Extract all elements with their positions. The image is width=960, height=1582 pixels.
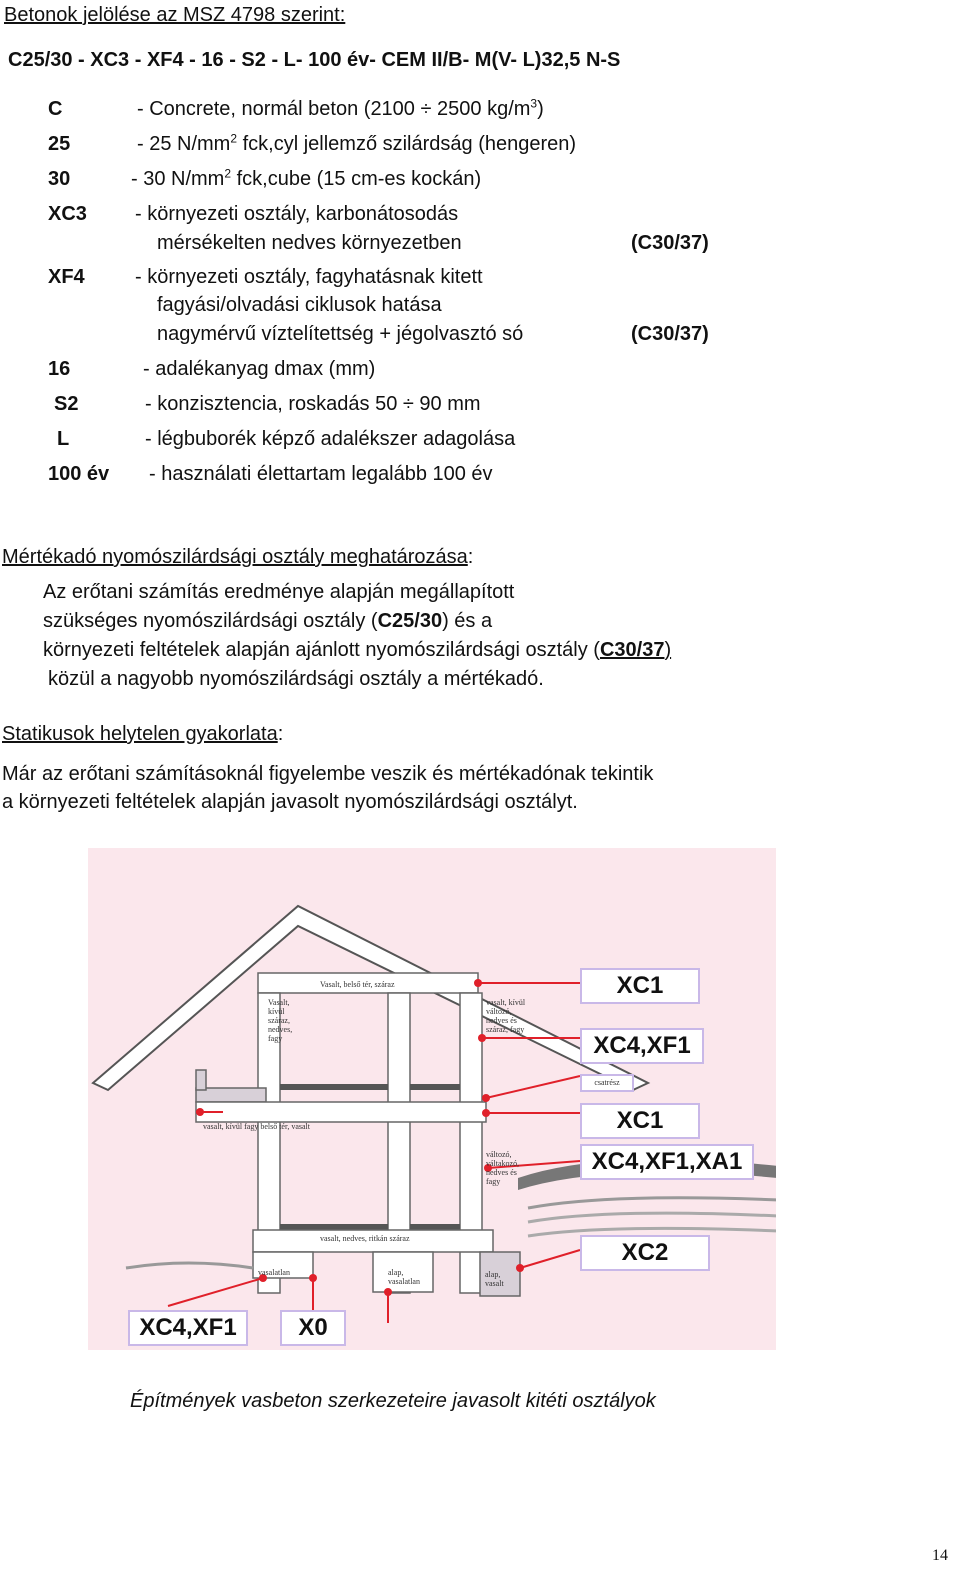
exposure-tag-xc1-slab: XC1 bbox=[580, 1103, 700, 1139]
exposure-tag-xc4-xf1-xa1: XC4,XF1,XA1 bbox=[580, 1144, 754, 1180]
row-class: (C30/37) bbox=[631, 232, 709, 254]
house-cross-section-figure bbox=[88, 848, 776, 1350]
note-foot-mid: alap, vasalatlan bbox=[388, 1268, 420, 1286]
row-code: C bbox=[48, 98, 63, 120]
row-code: L bbox=[57, 428, 70, 450]
paragraph-line: Az erőtani számítás eredménye alapján megállapított bbox=[43, 581, 515, 603]
note-lower-wall: változó, váltakozó, nedves és fagy bbox=[486, 1150, 520, 1186]
note-right-wall: vasalt, kívül változó, nedves és száraz, fagy bbox=[486, 998, 526, 1034]
row-desc-line2: mérsékelten nedves környezetben bbox=[157, 232, 462, 254]
row-desc: - környezeti osztály, fagyhatásnak kitett bbox=[135, 266, 483, 288]
row-desc: - adalékanyag dmax (mm) bbox=[143, 358, 376, 380]
exposure-tag-x0: X0 bbox=[280, 1310, 346, 1346]
row-desc: - 25 $N/mm^2$ fck,cyl jellemző szilárdság (hengeren) bbox=[137, 131, 577, 155]
section-heading: Mértékadó nyomószilárdsági osztály meghatározása: bbox=[2, 546, 474, 568]
note-attic: Vasalt, belső tér, száraz bbox=[320, 980, 395, 989]
small-label-tag: csatrész bbox=[580, 1074, 634, 1092]
row-code: 100 év bbox=[48, 463, 110, 485]
exposure-tag-xc2: XC2 bbox=[580, 1235, 710, 1271]
page-title: Betonok jelölése az MSZ 4798 szerint: bbox=[4, 4, 346, 26]
row-code: S2 bbox=[54, 393, 79, 415]
row-code: XC3 bbox=[48, 203, 87, 225]
note-foundation: vasalt, nedves, ritkán száraz bbox=[320, 1234, 410, 1243]
exposure-tag-xc1-attic: XC1 bbox=[580, 968, 700, 1004]
row-code: XF4 bbox=[48, 266, 85, 288]
row-desc-line3: nagymérvű víztelítettség + jégolvasztó só bbox=[157, 323, 524, 345]
row-code: 25 bbox=[48, 133, 71, 155]
note-left-wall: Vasalt, kívül száraz, nedves, fagy bbox=[268, 998, 293, 1043]
exposure-tag-xc4-xf1-footing: XC4,XF1 bbox=[128, 1310, 248, 1346]
paragraph-line: a környezeti feltételek alapján javasolt nyomószilárdsági osztályt. bbox=[2, 791, 578, 813]
page-number: 14 bbox=[932, 1547, 948, 1564]
row-desc-line2: fagyási/olvadási ciklusok hatása bbox=[157, 294, 442, 316]
section-heading: Statikusok helytelen gyakorlata: bbox=[2, 723, 284, 745]
row-code: 30 bbox=[48, 168, 71, 190]
row-desc: - légbuborék képző adalékszer adagolása bbox=[145, 428, 516, 450]
note-slab: vasalt, kívül fagy belső tér, vasalt bbox=[203, 1122, 310, 1131]
note-foot-left: vasalatlan bbox=[258, 1268, 290, 1277]
row-desc: - 30 $N/mm^2$ fck,cube (15 cm-es kockán) bbox=[131, 166, 482, 190]
row-desc: - konzisztencia, roskadás 50 ÷ 90 mm bbox=[145, 393, 481, 415]
paragraph-line: Már az erőtani számításoknál figyelembe veszik és mértékadónak tekintik bbox=[2, 763, 654, 785]
paragraph-line: környezeti feltételek alapján ajánlott nyomószilárdsági osztály (C30/37) bbox=[43, 639, 672, 661]
figure-caption: Építmények vasbeton szerkezeteire javasolt kitéti osztályok bbox=[130, 1390, 656, 1412]
note-foot-right: alap, vasalt bbox=[485, 1270, 504, 1288]
row-desc: - használati élettartam legalább 100 év bbox=[149, 463, 493, 485]
paragraph-line: közül a nagyobb nyomószilárdsági osztály a mértékadó. bbox=[48, 668, 544, 690]
exposure-tag-xc4-xf1-wall: XC4,XF1 bbox=[580, 1028, 704, 1064]
row-desc: - környezeti osztály, karbonátosodás bbox=[135, 203, 459, 225]
row-code: 16 bbox=[48, 358, 71, 380]
concrete-designation: C25/30 - XC3 - XF4 - 16 - S2 - L- 100 év- CEM II/B- M(V- L)32,5 N-S bbox=[8, 49, 621, 71]
row-class: (C30/37) bbox=[631, 323, 709, 345]
paragraph-line: szükséges nyomószilárdsági osztály (C25/30) és a bbox=[43, 610, 493, 632]
row-desc: - Concrete, normál beton (2100 ÷ 2500 $kg/m^3$) bbox=[137, 96, 544, 120]
house-drawing bbox=[88, 848, 776, 1350]
